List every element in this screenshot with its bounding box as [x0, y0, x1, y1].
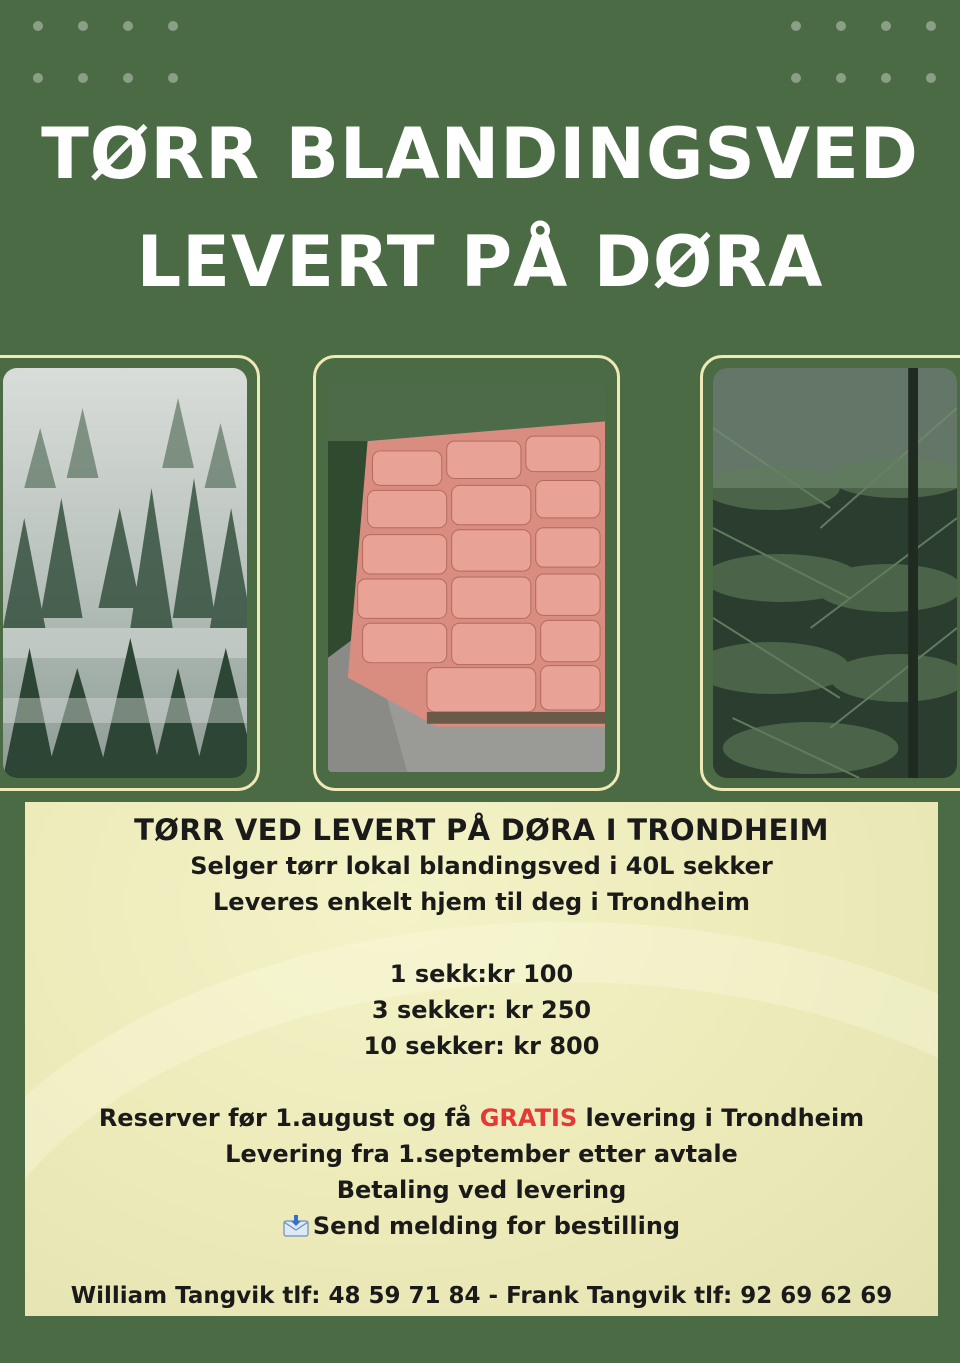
order-text: Send melding for bestilling	[312, 1212, 681, 1240]
intro-line-1: Selger tørr lokal blandingsved i 40L sekker	[190, 852, 773, 880]
envelope-download-icon	[283, 1211, 309, 1233]
gratis-highlight: GRATIS	[479, 1104, 578, 1132]
headline-line-2: LEVERT PÅ DØRA	[136, 221, 824, 303]
contact-line: William Tangvik tlf: 48 59 71 84 - Frank Tangvik tlf: 92 69 62 69	[70, 1283, 893, 1309]
price-10-sacks: 10 sekker: kr 800	[363, 1032, 600, 1060]
decorative-dots-right	[791, 21, 936, 83]
photo-firewood-bags	[313, 355, 620, 791]
headline	[0, 100, 960, 316]
photo-conifer-branches	[700, 355, 960, 791]
photo-misty-forest	[0, 355, 260, 791]
order-info	[25, 1208, 938, 1244]
price-3-sacks: 3 sekker: kr 250	[371, 996, 592, 1024]
intro-line-2: Leveres enkelt hjem til deg i Trondheim	[213, 888, 750, 916]
headline-line-1: TØRR BLANDINGSVED	[41, 113, 919, 195]
decorative-dots-left	[33, 21, 178, 83]
info-panel	[25, 802, 938, 1316]
price-1-sack: 1 sekk:kr 100	[389, 960, 574, 988]
delivery-info: Levering fra 1.september etter avtale	[225, 1140, 738, 1168]
payment-info: Betaling ved levering	[336, 1176, 627, 1204]
reserve-offer: Reserver før 1.august og få GRATIS levering i Trondheim	[98, 1104, 865, 1132]
panel-title: TØRR VED LEVERT PÅ DØRA I TRONDHEIM	[134, 813, 829, 847]
